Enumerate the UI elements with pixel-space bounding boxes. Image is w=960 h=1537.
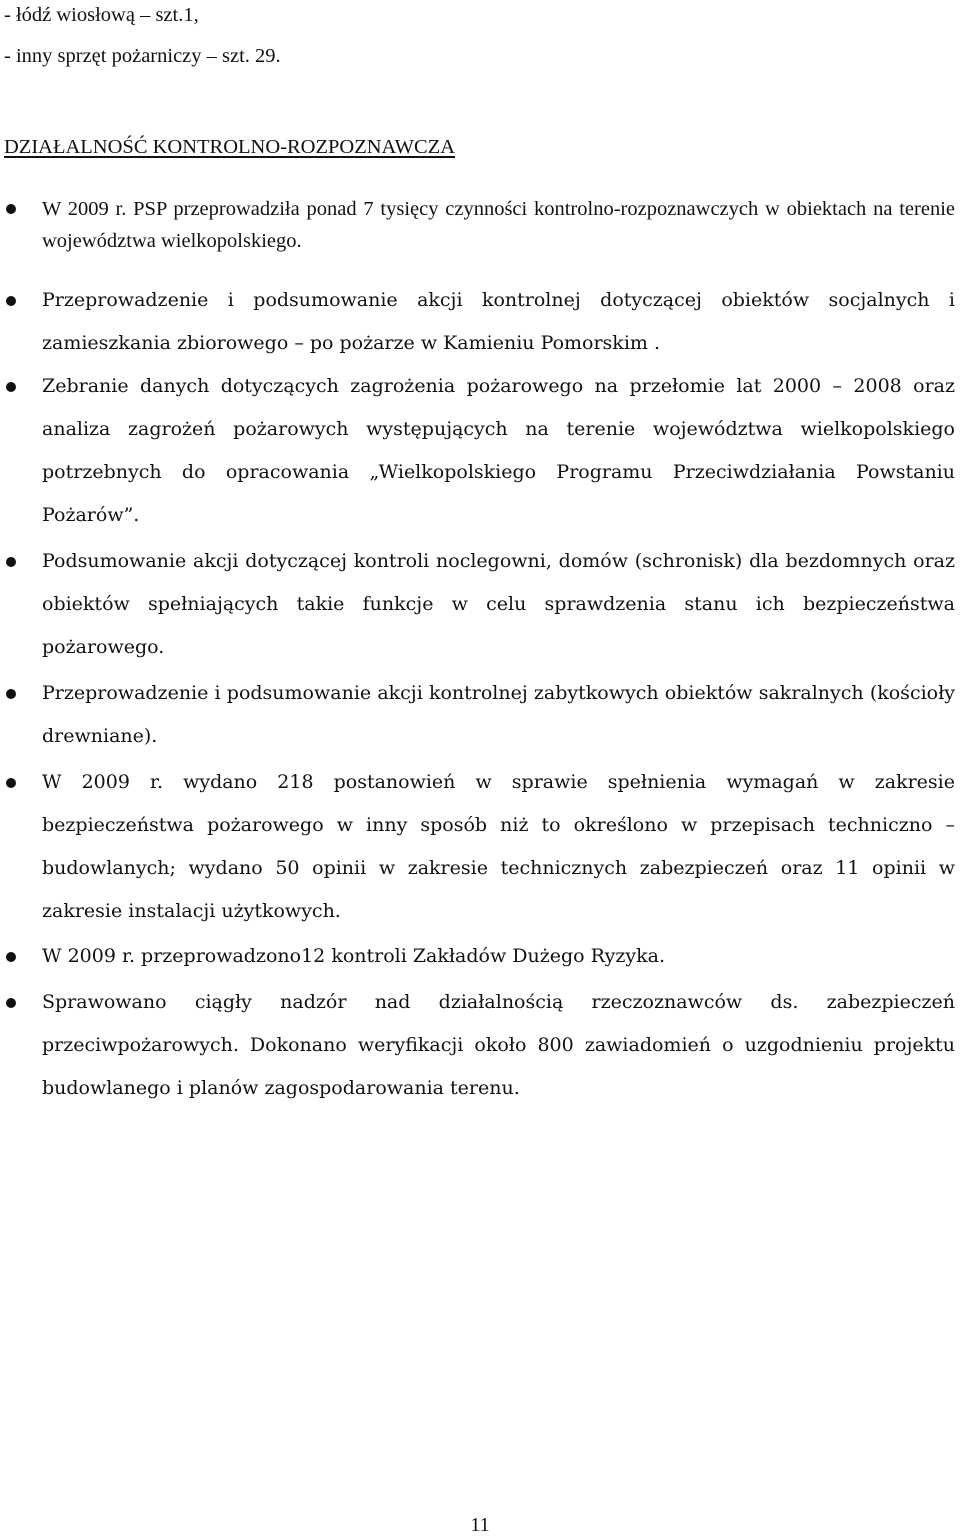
intro-line-equipment: - inny sprzęt pożarniczy – szt. 29. [4, 45, 281, 67]
bullet-text: Podsumowanie akcji dotyczącej kontroli noclegowni, domów (schronisk) dla bezdomnych oraz obiektów spełniających takie funkcje w celu sprawdzenia stanu ich bezpieczeństwa pożarowego. [42, 550, 955, 658]
bullet-item [42, 981, 955, 1110]
bullet-text: W 2009 r. PSP przeprowadziła ponad 7 tysięcy czynności kontrolno-rozpoznawczych w obiektach na terenie województwa wielkopolskiego. [42, 198, 955, 252]
bullet-text: Sprawowano ciągły nadzór nad działalnością rzeczoznawców ds. zabezpieczeń przeciwpożarowych. Dokonano weryfikacji około 800 zawiadomień o uzgodnieniu projektu budowlanego i planów zagospodarowania terenu. [42, 991, 955, 1099]
bullet-icon [6, 778, 16, 788]
bullet-icon [6, 689, 16, 699]
bullet-icon [6, 296, 16, 306]
section-heading: DZIAŁALNOŚĆ KONTROLNO-ROZPOZNAWCZA [4, 136, 456, 158]
bullet-icon [6, 557, 16, 567]
bullet-item [42, 672, 955, 758]
bullet-text: Przeprowadzenie i podsumowanie akcji kontrolnej zabytkowych obiektów sakralnych (kościoły drewniane). [42, 682, 955, 747]
bullet-item [42, 193, 955, 257]
bullet-icon [6, 998, 16, 1008]
bullet-item [42, 935, 955, 978]
bullet-icon [6, 952, 16, 962]
bullet-icon [6, 204, 16, 214]
bullet-text: Przeprowadzenie i podsumowanie akcji kontrolnej dotyczącej obiektów socjalnych i zamieszkania zbiorowego – po pożarze w Kamieniu Pomorskim . [42, 289, 955, 354]
bullet-item [42, 761, 955, 933]
bullet-item [42, 365, 955, 537]
bullet-icon [6, 382, 16, 392]
page-number: 11 [470, 1514, 490, 1536]
intro-line-boat: - łódź wiosłową – szt.1, [4, 4, 199, 26]
bullet-text: W 2009 r. przeprowadzono12 kontroli Zakładów Dużego Ryzyka. [42, 945, 665, 967]
bullet-item [42, 279, 955, 365]
bullet-text: Zebranie danych dotyczących zagrożenia pożarowego na przełomie lat 2000 – 2008 oraz analiza zagrożeń pożarowych występujących na terenie województwa wielkopolskiego potrzebnych do opracowania „Wielkopolskiego Programu Przeciwdziałania Powstaniu Pożarów”. [42, 375, 955, 526]
bullet-item [42, 540, 955, 669]
bullet-text: W 2009 r. wydano 218 postanowień w sprawie spełnienia wymagań w zakresie bezpieczeństwa pożarowego w inny sposób niż to określono w przepisach techniczno – budowlanych; wydano 50 opinii w zakresie technicznych zabezpieczeń oraz 11 opinii w zakresie instalacji użytkowych. [42, 771, 955, 922]
